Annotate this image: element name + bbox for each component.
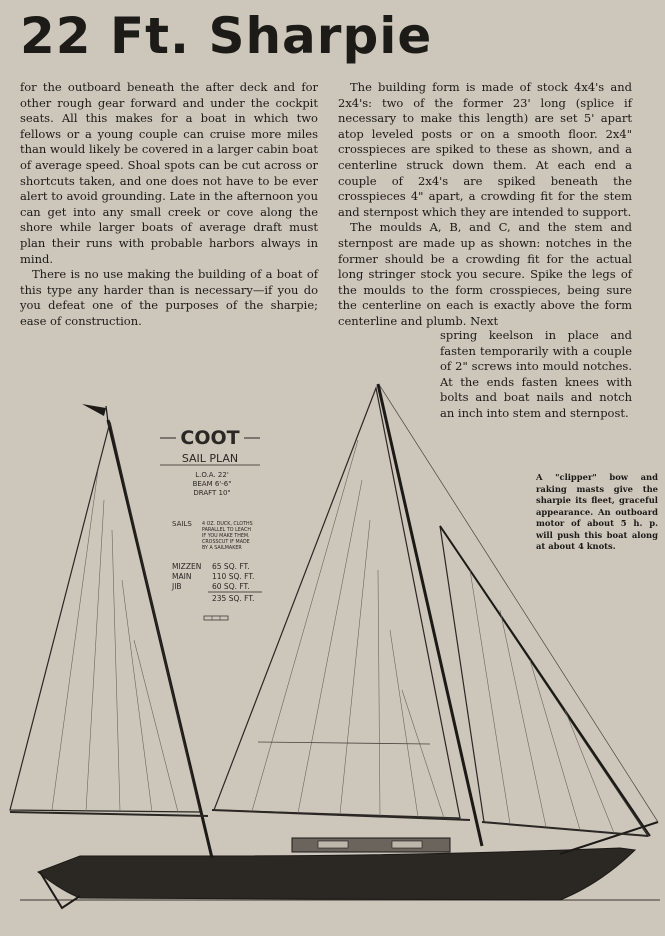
figure-caption: A "clipper" bow and raking masts give the sharpie its fleet, graceful appearance. An outboard motor of about 5 h. p. will push this boat along at about 4 knots. <box>536 472 658 551</box>
boat-name: COOT <box>180 427 240 449</box>
beam-label: BEAM 6'-6" <box>192 480 232 488</box>
masthead-pennant <box>82 404 106 416</box>
paragraph: for the outboard beneath the after deck and for other rough gear forward and under the cockpit seats. All this makes for a boat in which two fellows or a young couple can cruise more miles than would likely be covered in a larger cabin boat of average speed. Shoal spots can be cut across or shortcuts taken, and one does not have to be ever alert to avoid grounding. Late in the afternoon you can get into any small creek or cove along the shore while larger boats of average draft must plan their runs with probable harbors always in mind. <box>20 80 318 266</box>
sail-plan-drawing <box>0 380 665 910</box>
area-sail-name: JIB <box>172 582 182 591</box>
total-area: 235 SQ. FT. <box>212 594 255 603</box>
area-value: 60 SQ. FT. <box>212 582 250 591</box>
area-sail-name: MIZZEN <box>172 562 202 571</box>
jib-boom <box>482 822 648 836</box>
mizzen-boom <box>10 812 208 816</box>
sails-label: SAILS <box>172 520 192 528</box>
sails-note: PARALLEL TO LEACH <box>202 528 251 533</box>
text-column-right <box>338 80 632 330</box>
paragraph: The building form is made of stock 4x4's and 2x4's: two of the former 23' long (splice if necessary to make this length) are set 5' apart atop leveled posts or on a smooth floor. 2x4" crosspieces are spiked to these as shown, and a centerline struck down them. At each end a couple of 2x4's are spiked beneath the crosspieces 4" apart, a crowding fit for the stem and sternpost which they are intended to support. <box>338 80 632 219</box>
forestay <box>380 386 658 822</box>
main-boom <box>212 810 470 820</box>
loa-label: L.O.A. 22' <box>195 471 229 479</box>
plan-title: SAIL PLAN <box>181 452 239 465</box>
area-sail-name: MAIN <box>172 572 192 581</box>
sails-note: IF YOU MAKE THEM. <box>202 534 250 539</box>
scale-bar <box>204 616 228 620</box>
draft-label: DRAFT 10" <box>193 489 231 497</box>
paragraph: There is no use making the building of a boat of this type any harder than is necessary—if you do you defeat one of the purposes of the sharpie; ease of construction. <box>20 267 318 328</box>
text-column-left <box>20 80 318 330</box>
hull <box>38 848 635 900</box>
cabin <box>292 838 450 852</box>
sails-note: CROSSCUT IF MADE <box>202 540 250 545</box>
area-value: 110 SQ. FT. <box>212 572 255 581</box>
mizzen-sail <box>10 422 200 812</box>
paragraph: The moulds A, B, and C, and the stem and sternpost are made up as shown: notches in the former should be a crowding fit for the actual long stringer stock you secure. Spike the legs of the moulds to the form crosspieces, being sure the centerline on each is exactly above the form centerline and plumb. Next <box>338 220 632 328</box>
area-value: 65 SQ. FT. <box>212 562 250 571</box>
main-mast <box>378 384 482 846</box>
article-title: 22 Ft. Sharpie <box>20 7 433 65</box>
sails-note: 4 OZ. DUCK, CLOTHS <box>202 522 253 527</box>
port-light <box>318 841 348 848</box>
hull-name-label: COOT <box>86 881 104 888</box>
paragraph: spring keelson in place and fasten temporarily with a couple of 2" screws into mould notches. At the ends fasten knees with bolts and boat nails and notch an inch into stem and sternpost. <box>440 328 632 420</box>
jib-club <box>440 526 650 836</box>
sails-note: BY A SAILMAKER <box>202 546 242 551</box>
port-light <box>392 841 422 848</box>
